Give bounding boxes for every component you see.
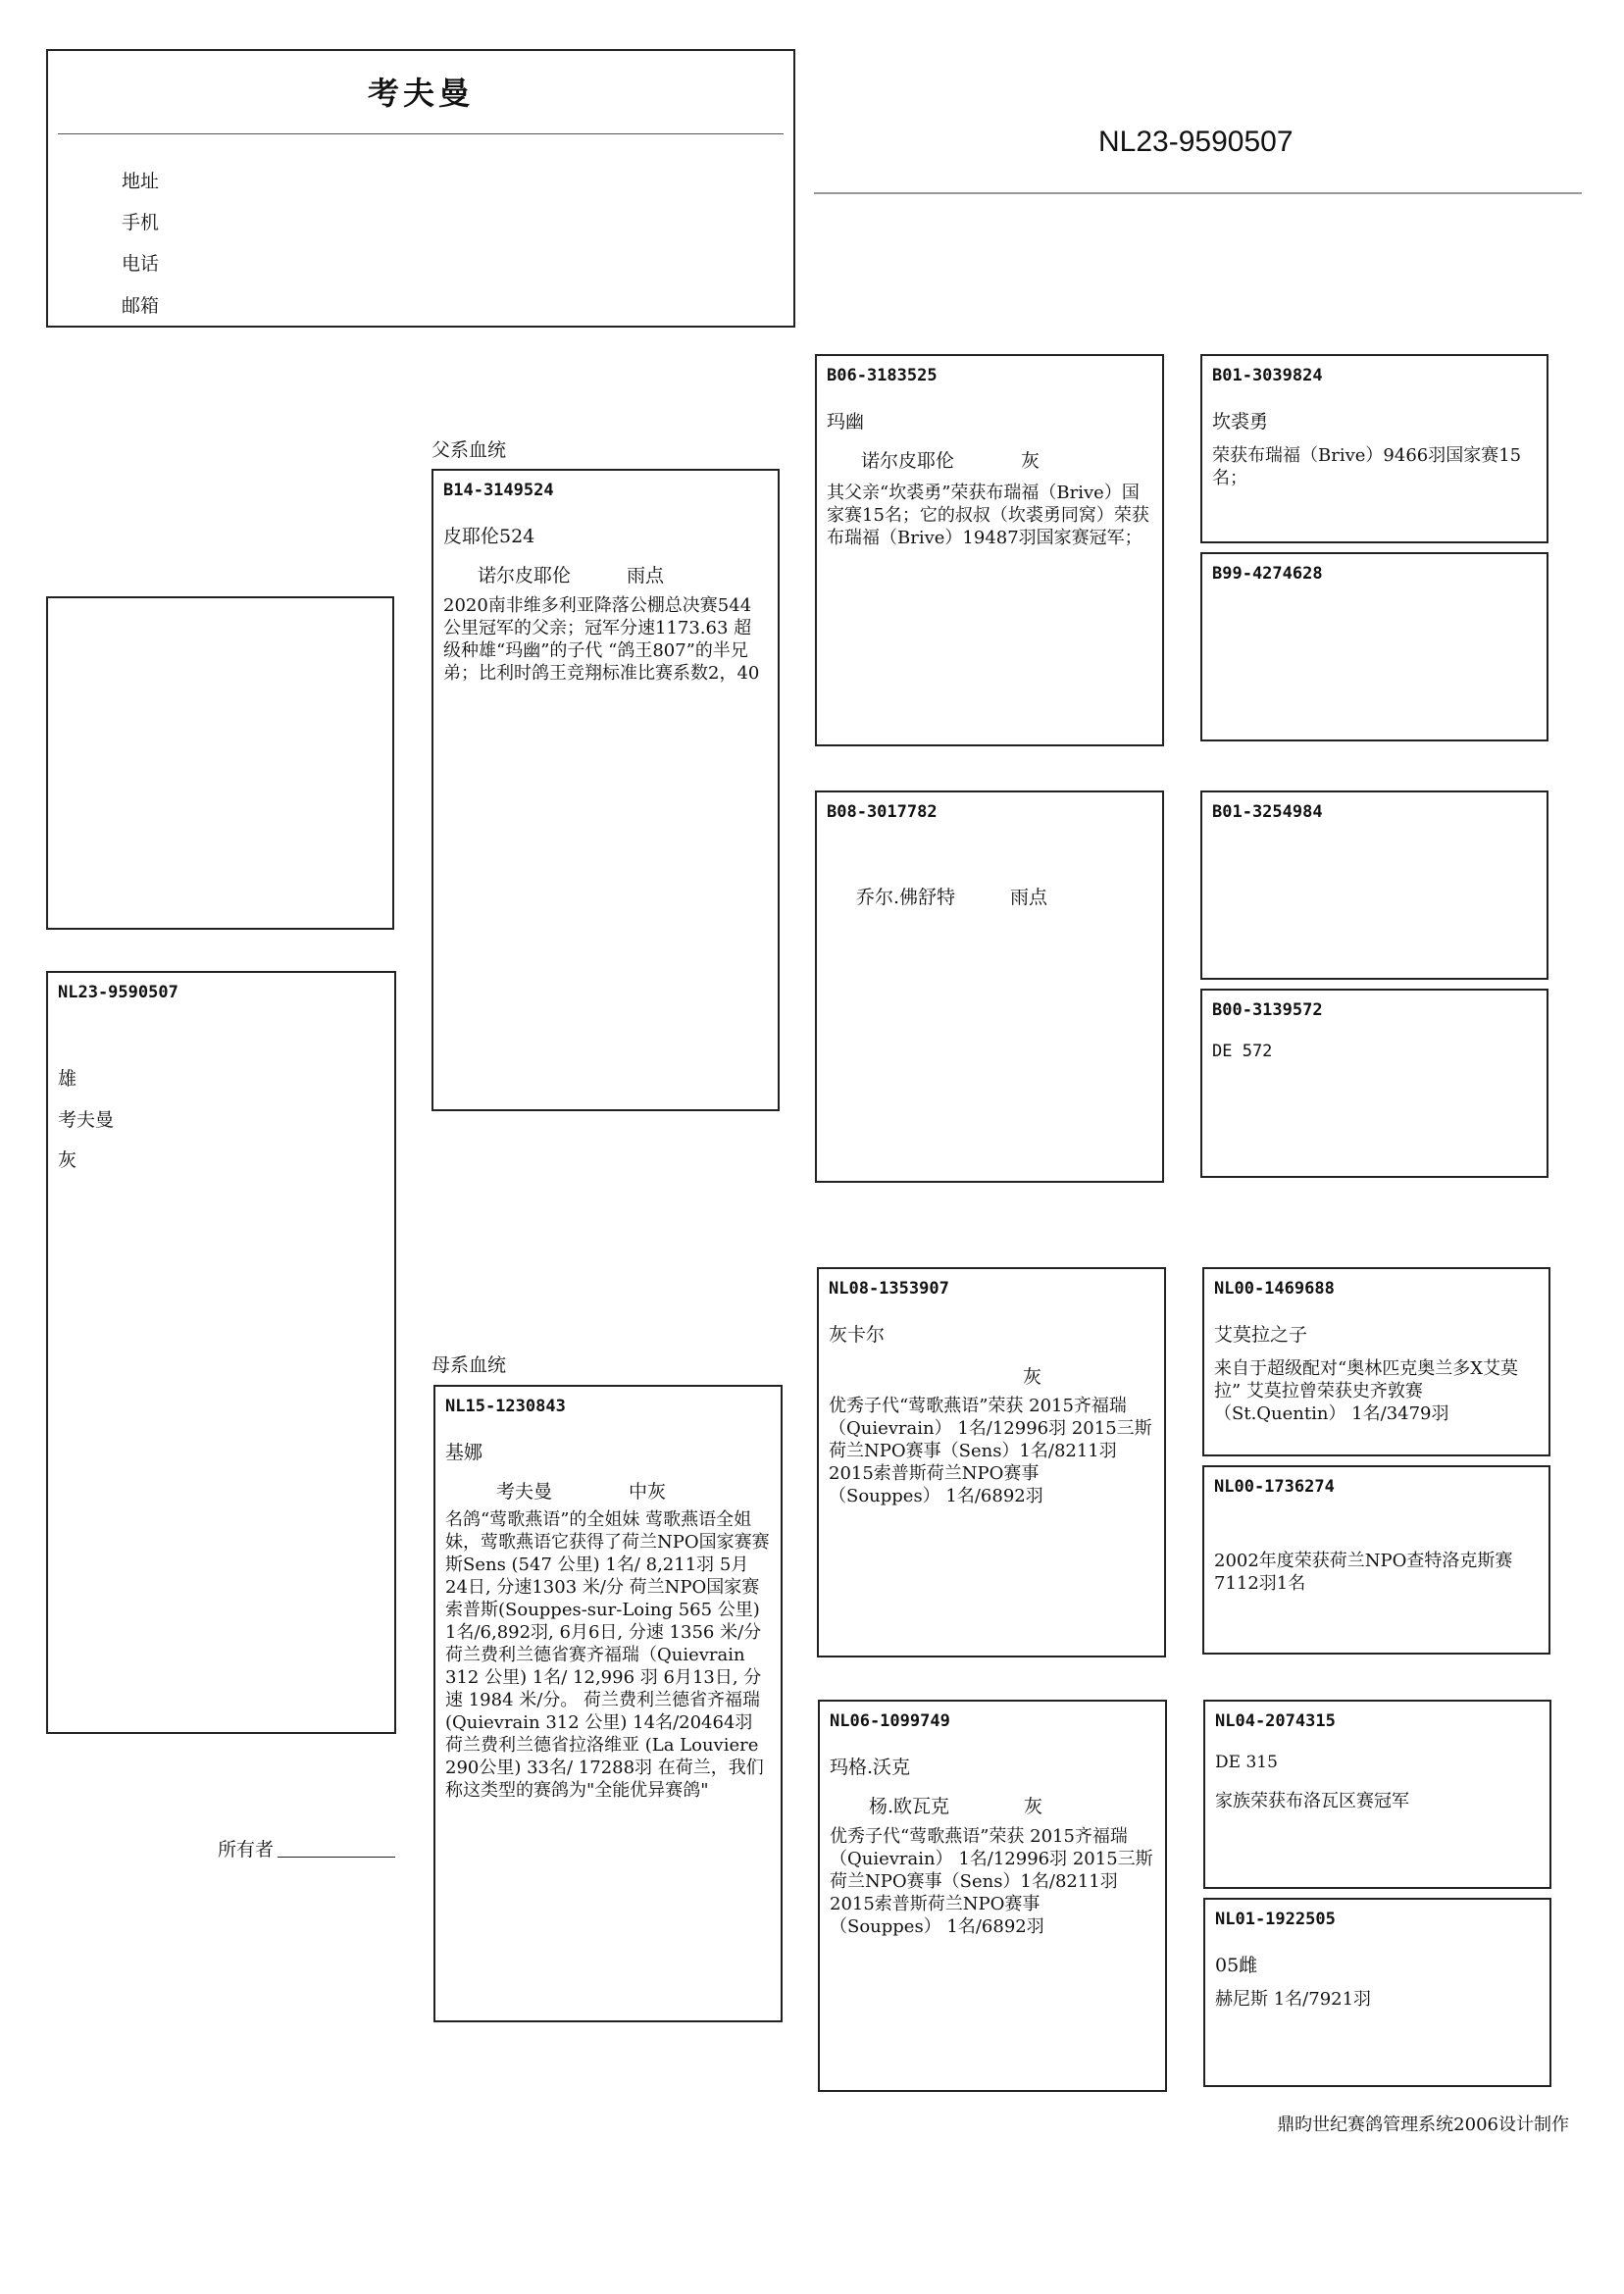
header-ring-number: NL23-9590507 — [1098, 126, 1294, 158]
sire-box — [431, 469, 780, 1111]
sire-breeder: 诺尔皮耶伦 — [478, 565, 572, 586]
dss-box — [1202, 1267, 1550, 1456]
ss-box — [815, 354, 1164, 746]
ds-box — [817, 1267, 1166, 1657]
sds-box — [1200, 790, 1548, 980]
dsd-ring: NL00-1736274 — [1214, 1477, 1335, 1497]
ss-ring: B06-3183525 — [827, 366, 938, 385]
dss-note: 来自于超级配对“奥林匹克奥兰多X艾莫拉” 艾莫拉曾荣获史齐敦赛 （St.Quentin） 1名/3479羽 — [1214, 1358, 1519, 1424]
ss-name: 玛幽 — [827, 411, 865, 433]
dam-note: 名鸽“莺歌燕语”的全姐妹 莺歌燕语全姐妹，莺歌燕语它获得了荷兰NPO国家赛赛斯Sens (547 公里) 1名/ 8,211羽 5月24日, 分速1303 米/分 荷兰NPO国家赛索普斯(Souppes-sur-Loing 565 公里) 1名/6,892羽, 6月6日, 分速 1356 米/分 荷兰费利兰德省赛齐福瑞（Quievrain 312 公里) 1名/ 12,996 羽 6月13日, 分速 1984 米/分。 荷兰费利兰德省齐福瑞 (Quievrain 312 公里) 14名/20464羽 荷兰费利兰德省拉洛维亚 (La Louviere 290公里) 33名/ 17288羽 在荷兰，我们称这类型的赛鸽为"全能优异赛鸽" — [445, 1509, 770, 1801]
owner-divider — [58, 133, 784, 134]
dsd-box — [1202, 1465, 1550, 1655]
field-email: 邮箱 — [122, 295, 160, 317]
dam-ring: NL15-1230843 — [445, 1397, 566, 1416]
subject-color: 灰 — [58, 1149, 77, 1171]
ddd-note: 赫尼斯 1名/7921羽 — [1215, 1989, 1372, 2010]
ds-ring: NL08-1353907 — [829, 1279, 949, 1299]
owner-info-box — [46, 49, 795, 328]
header-ring-underline — [814, 192, 1582, 194]
owner-signature-line — [278, 1857, 395, 1858]
sd-breeder: 乔尔.佛舒特 — [856, 887, 956, 908]
sds-ring: B01-3254984 — [1212, 802, 1323, 822]
dam-name: 基娜 — [445, 1442, 483, 1463]
ddd-box — [1203, 1898, 1551, 2087]
dds-name: DE 315 — [1215, 1753, 1278, 1772]
field-address: 地址 — [122, 171, 160, 192]
dd-breeder: 杨.欧瓦克 — [869, 1796, 950, 1817]
dsd-note: 2002年度荣获荷兰NPO查特洛克斯赛7112羽1名 — [1214, 1551, 1513, 1594]
dds-box — [1203, 1700, 1551, 1889]
dd-ring: NL06-1099749 — [830, 1711, 950, 1731]
dss-ring: NL00-1469688 — [1214, 1279, 1335, 1299]
photo-box — [46, 596, 394, 930]
dss-name: 艾莫拉之子 — [1214, 1324, 1308, 1346]
sdd-box — [1200, 989, 1548, 1178]
ss-color: 灰 — [1021, 450, 1040, 472]
ddd-name: 05雌 — [1215, 1955, 1258, 1976]
dds-ring: NL04-2074315 — [1215, 1711, 1336, 1731]
sss-name: 坎裘勇 — [1212, 411, 1269, 433]
owner-signature-label: 所有者 — [218, 1839, 275, 1861]
subject-owner: 考夫曼 — [58, 1109, 115, 1131]
sdd-ring: B00-3139572 — [1212, 1000, 1323, 1020]
sire-section-title: 父系血统 — [431, 439, 507, 461]
dds-note: 家族荣获布洛瓦区赛冠军 — [1215, 1791, 1409, 1811]
ds-color: 灰 — [1023, 1366, 1042, 1388]
sd-box — [815, 790, 1164, 1183]
ss-breeder: 诺尔皮耶伦 — [861, 450, 955, 472]
dd-color: 灰 — [1024, 1796, 1043, 1817]
dam-breeder: 考夫曼 — [496, 1481, 553, 1503]
owner-title: 考夫曼 — [367, 75, 474, 112]
sd-color: 雨点 — [1010, 887, 1048, 908]
sss-box — [1200, 354, 1548, 543]
footer-credit: 鼎昀世纪赛鸽管理系统2006设计制作 — [1277, 2115, 1569, 2135]
sire-ring: B14-3149524 — [443, 481, 554, 500]
subject-ring: NL23-9590507 — [58, 983, 178, 1002]
sd-ring: B08-3017782 — [827, 802, 938, 822]
sire-name: 皮耶伦524 — [443, 526, 535, 547]
ddd-ring: NL01-1922505 — [1215, 1910, 1336, 1929]
dam-color: 中灰 — [629, 1481, 667, 1503]
sire-note: 2020南非维多利亚降落公棚总决赛544公里冠军的父亲；冠军分速1173.63 超级种雄“玛幽”的子代 “鸽王807”的半兄弟；比利时鸽王竞翔标准比赛系数2，40 — [443, 595, 760, 684]
field-phone: 电话 — [122, 253, 160, 275]
ss-note: 其父亲“坎裘勇”荣获布瑞福（Brive）国家赛15名；它的叔叔（坎裘勇同窝）荣获布瑞福（Brive）19487羽国家赛冠军； — [827, 483, 1149, 548]
ds-note: 优秀子代“莺歌燕语”荣获 2015齐福瑞（Quievrain） 1名/12996羽 2015三斯荷兰NPO赛事（Sens）1名/8211羽 2015索普斯荷兰NPO赛事 （Souppes） 1名/6892羽 — [829, 1396, 1152, 1506]
dd-box — [818, 1700, 1167, 2092]
subject-box — [46, 971, 396, 1734]
subject-sex: 雄 — [58, 1068, 77, 1090]
ssd-ring: B99-4274628 — [1212, 564, 1323, 584]
dam-section-title: 母系血统 — [431, 1354, 507, 1376]
sdd-note: DE 572 — [1212, 1042, 1273, 1061]
sss-ring: B01-3039824 — [1212, 366, 1323, 385]
sss-note: 荣获布瑞福（Brive）9466羽国家赛15名； — [1212, 445, 1522, 488]
dam-box — [433, 1385, 783, 2022]
ds-name: 灰卡尔 — [829, 1324, 886, 1346]
sire-color: 雨点 — [627, 565, 665, 586]
dd-name: 玛格.沃克 — [830, 1757, 911, 1778]
ssd-box — [1200, 552, 1548, 741]
dd-note: 优秀子代“莺歌燕语”荣获 2015齐福瑞（Quievrain） 1名/12996羽 2015三斯荷兰NPO赛事（Sens）1名/8211羽 2015索普斯荷兰NPO赛事 （Souppes） 1名/6892羽 — [830, 1826, 1153, 1937]
field-mobile: 手机 — [122, 212, 160, 233]
